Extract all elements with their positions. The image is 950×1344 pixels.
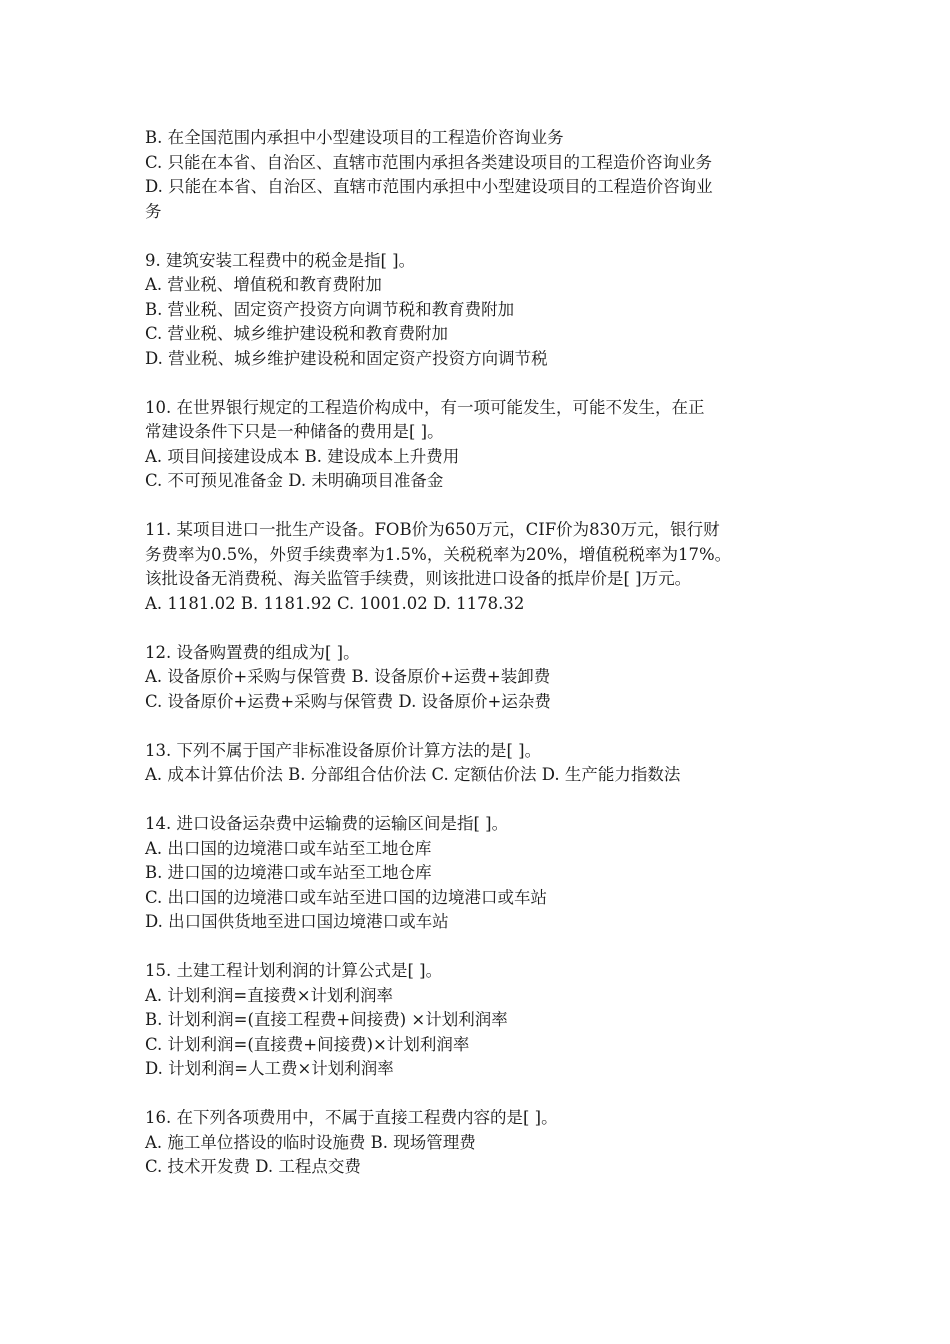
option-line: C. 只能在本省、自治区、直辖市范围内承担各类建设项目的工程造价咨询业务 bbox=[145, 152, 713, 172]
question-stem: 务费率为0.5%，外贸手续费率为1.5%，关税税率为20%，增值税税率为17%。 bbox=[145, 544, 732, 564]
option-line: A. 1181.02 B. 1181.92 C. 1001.02 D. 1178.32 bbox=[145, 593, 525, 613]
option-line: D. 计划利润=人工费×计划利润率 bbox=[145, 1059, 394, 1078]
question-stem: 11. 某项目进口一批生产设备。FOB价为650万元，CIF价为830万元，银行财 bbox=[145, 520, 720, 539]
option-line: A. 成本计算估价法 B. 分部组合估价法 C. 定额估价法 D. 生产能力指数法 bbox=[145, 765, 681, 784]
option-line: C. 出口国的边境港口或车站至进口国的边境港口或车站 bbox=[145, 887, 548, 907]
option-line: C. 计划利润=(直接费+间接费)×计划利润率 bbox=[145, 1034, 470, 1054]
question-10 bbox=[145, 396, 815, 494]
question-15 bbox=[145, 959, 815, 1082]
question-stem: 16. 在下列各项费用中，不属于直接工程费内容的是[ ]。 bbox=[145, 1108, 558, 1127]
option-line: A. 营业税、增值税和教育费附加 bbox=[145, 275, 382, 294]
question-stem: 10. 在世界银行规定的工程造价构成中，有一项可能发生，可能不发生，在正 bbox=[145, 397, 705, 417]
question-stem: 12. 设备购置费的组成为[ ]。 bbox=[145, 642, 360, 662]
option-line: C. 营业税、城乡维护建设税和教育费附加 bbox=[145, 324, 449, 343]
question-11 bbox=[145, 518, 815, 616]
question-stem: 9. 建筑安装工程费中的税金是指[ ]。 bbox=[145, 250, 416, 270]
question-9 bbox=[145, 249, 815, 372]
question-stem: 15. 土建工程计划利润的计算公式是[ ]。 bbox=[145, 961, 443, 980]
option-line: A. 施工单位搭设的临时设施费 B. 现场管理费 bbox=[145, 1132, 476, 1152]
question-stem: 14. 进口设备运杂费中运输费的运输区间是指[ ]。 bbox=[145, 814, 509, 833]
question-14 bbox=[145, 812, 815, 935]
document-page bbox=[145, 126, 815, 1204]
question-12 bbox=[145, 641, 815, 715]
option-line: C. 不可预见准备金 D. 未明确项目准备金 bbox=[145, 471, 444, 490]
option-line: A. 出口国的边境港口或车站至工地仓库 bbox=[145, 838, 432, 858]
option-line: D. 只能在本省、自治区、直辖市范围内承担中小型建设项目的工程造价咨询业 bbox=[145, 177, 713, 196]
option-line: B. 计划利润=(直接工程费+间接费) ×计划利润率 bbox=[145, 1010, 508, 1029]
option-line: B. 在全国范围内承担中小型建设项目的工程造价咨询业务 bbox=[145, 128, 564, 147]
question-8-options bbox=[145, 126, 815, 224]
option-line: C. 设备原价+运费+采购与保管费 D. 设备原价+运杂费 bbox=[145, 691, 551, 711]
option-line: D. 营业税、城乡维护建设税和固定资产投资方向调节税 bbox=[145, 348, 548, 368]
option-line: 务 bbox=[145, 201, 162, 221]
option-line: A. 项目间接建设成本 B. 建设成本上升费用 bbox=[145, 446, 460, 466]
question-stem: 该批设备无消费税、海关监管手续费，则该批进口设备的抵岸价是[ ]万元。 bbox=[145, 569, 692, 588]
option-line: B. 进口国的边境港口或车站至工地仓库 bbox=[145, 863, 432, 882]
option-line: C. 技术开发费 D. 工程点交费 bbox=[145, 1157, 361, 1176]
option-line: A. 设备原价+采购与保管费 B. 设备原价+运费+装卸费 bbox=[145, 667, 551, 686]
question-16 bbox=[145, 1106, 815, 1180]
option-line: A. 计划利润=直接费×计划利润率 bbox=[145, 985, 394, 1005]
option-line: B. 营业税、固定资产投资方向调节税和教育费附加 bbox=[145, 299, 515, 319]
question-stem: 常建设条件下只是一种储备的费用是[ ]。 bbox=[145, 422, 444, 441]
question-stem: 13. 下列不属于国产非标准设备原价计算方法的是[ ]。 bbox=[145, 740, 542, 760]
option-line: D. 出口国供货地至进口国边境港口或车站 bbox=[145, 912, 449, 931]
question-13 bbox=[145, 739, 815, 788]
